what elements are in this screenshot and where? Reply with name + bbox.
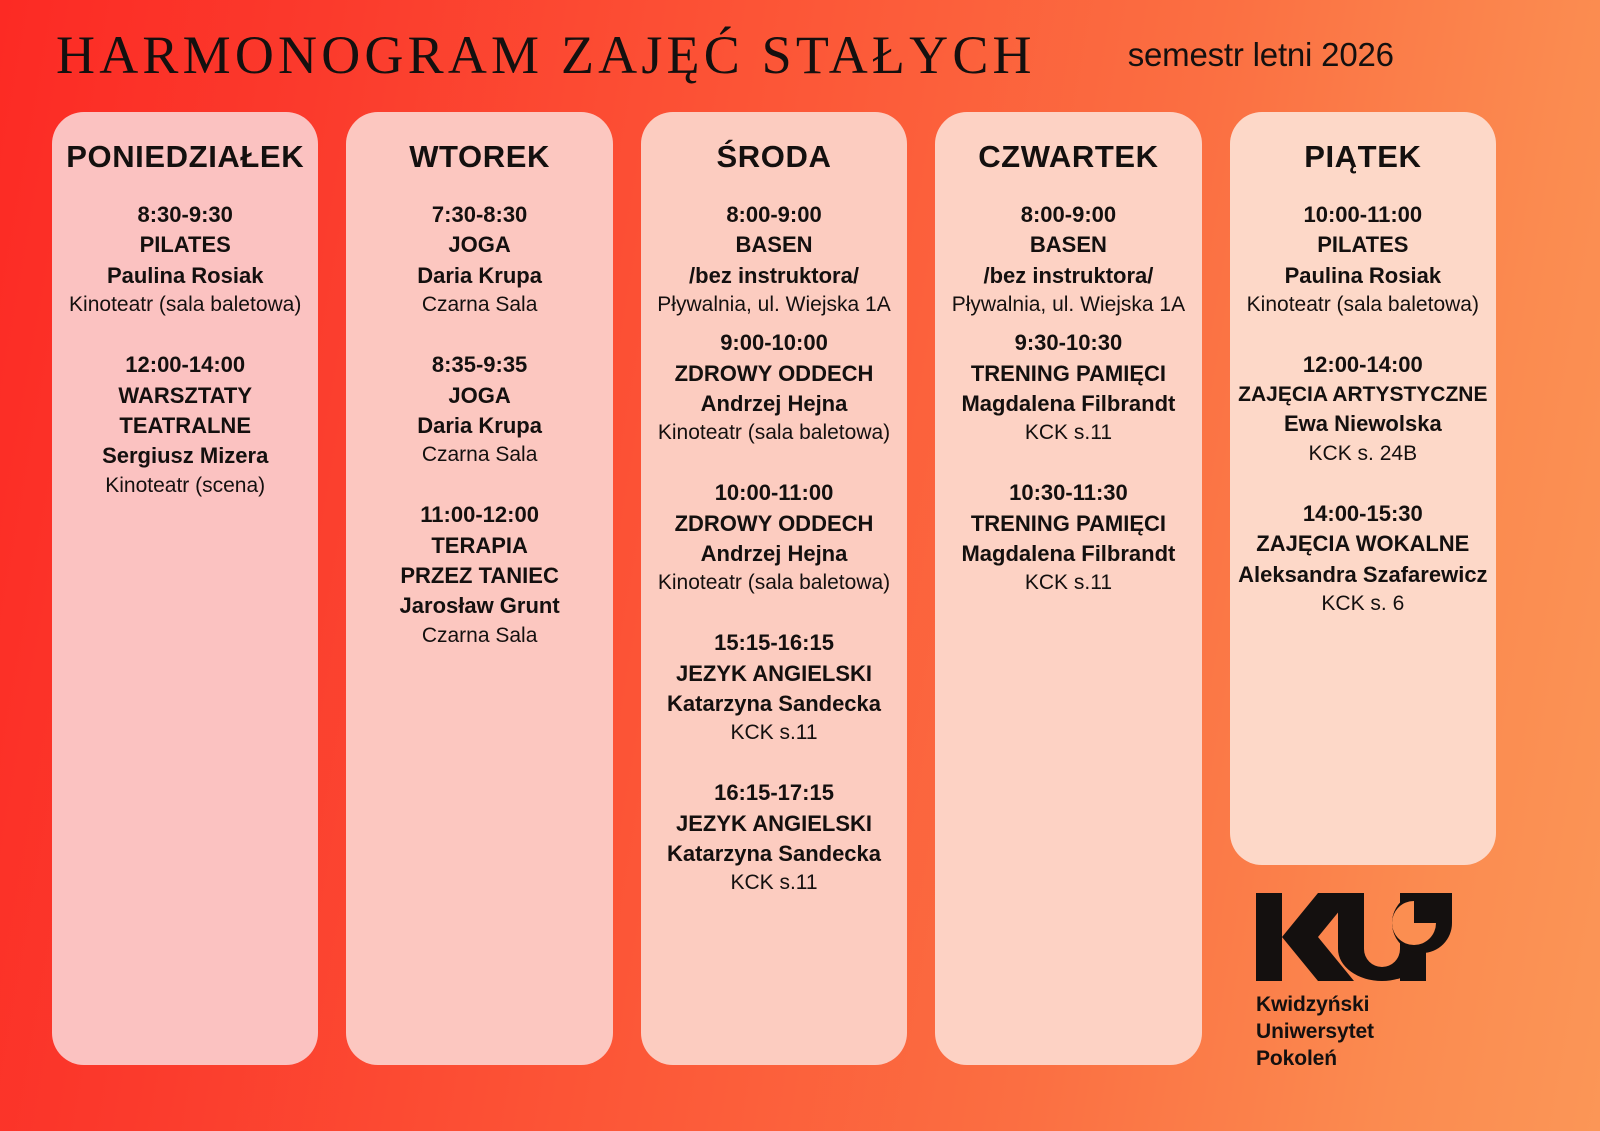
semester-label: semestr letni 2026 xyxy=(1127,36,1394,73)
event-name-line2: PRZEZ TANIEC xyxy=(400,562,559,588)
event-teacher: Ewa Niewolska xyxy=(1283,411,1442,437)
event-time: 11:00-12:00 xyxy=(420,502,539,528)
logo-line-3: Pokoleń xyxy=(1256,1046,1337,1070)
event-block xyxy=(60,200,310,320)
day-column-czwartek xyxy=(935,112,1201,1065)
event-name: BASEN xyxy=(1029,232,1107,258)
event-place: KCK s.11 xyxy=(730,721,818,745)
event-name-line2: TEATRALNE xyxy=(119,412,251,438)
event-time: 12:00-14:00 xyxy=(125,352,246,378)
event-teacher: Magdalena Filbrandt xyxy=(961,540,1176,566)
event-place: KCK s.11 xyxy=(730,871,818,895)
event-time: 7:30-8:30 xyxy=(431,202,528,228)
event-place: Kinoteatr (sala baletowa) xyxy=(69,293,302,317)
day-column-piątek xyxy=(1230,112,1496,865)
event-teacher: Katarzyna Sandecka xyxy=(667,841,882,866)
event-block xyxy=(649,328,899,448)
event-time: 9:00-10:00 xyxy=(720,330,828,356)
logo-line-1: Kwidzyński xyxy=(1256,993,1370,1016)
event-teacher: Katarzyna Sandecka xyxy=(667,690,882,716)
event-teacher: Andrzej Hejna xyxy=(700,540,848,566)
event-block xyxy=(649,200,899,320)
event-place: KCK s.11 xyxy=(1024,571,1112,595)
event-place: Pływalnia, ul. Wiejska 1A xyxy=(951,293,1186,317)
event-list xyxy=(943,200,1193,598)
event-list xyxy=(649,200,899,898)
event-block xyxy=(649,778,899,898)
event-block xyxy=(1238,350,1488,469)
event-name: ZDROWY ODDECH xyxy=(674,510,874,536)
page-title: HARMONOGRAM ZAJĘĆ STAŁYCH xyxy=(56,25,1036,85)
event-block xyxy=(354,200,604,320)
event-block xyxy=(649,478,899,598)
event-block xyxy=(60,350,310,500)
kup-logo-mark xyxy=(1256,893,1452,981)
event-place: Pływalnia, ul. Wiejska 1A xyxy=(657,293,891,317)
event-name: JOGA xyxy=(448,382,511,408)
event-name: JEZYK ANGIELSKI xyxy=(676,660,873,686)
event-teacher: /bez instruktora/ xyxy=(983,262,1154,288)
poster-header xyxy=(0,0,1600,110)
event-time: 8:35-9:35 xyxy=(431,352,528,378)
event-teacher: Aleksandra Szafarewicz xyxy=(1238,561,1488,587)
event-name: TERAPIA xyxy=(431,532,528,558)
day-name: PIĄTEK xyxy=(1304,139,1422,174)
day-column-poniedziałek xyxy=(52,112,318,1065)
event-block xyxy=(1238,499,1488,619)
event-time: 8:00-9:00 xyxy=(726,202,822,228)
day-column-wtorek xyxy=(346,112,612,1065)
event-place: Kinoteatr (sala baletowa) xyxy=(657,421,891,445)
event-place: Czarna Sala xyxy=(421,623,538,647)
event-time: 12:00-14:00 xyxy=(1302,352,1423,378)
event-place: Kinoteatr (sala baletowa) xyxy=(1246,293,1479,317)
event-place: KCK s.11 xyxy=(1024,421,1112,445)
event-name: PILATES xyxy=(139,232,231,258)
event-place: Kinoteatr (scena) xyxy=(105,473,266,497)
event-teacher: Daria Krupa xyxy=(417,262,542,288)
event-list xyxy=(354,200,604,651)
event-teacher: /bez instruktora/ xyxy=(689,262,859,288)
day-name: ŚRODA xyxy=(716,139,832,174)
event-place: KCK s. 6 xyxy=(1321,591,1405,615)
event-list xyxy=(60,200,310,500)
event-block xyxy=(943,200,1193,320)
event-name: ZAJĘCIA ARTYSTYCZNE xyxy=(1238,382,1488,406)
event-teacher: Paulina Rosiak xyxy=(106,262,264,288)
event-name: ZDROWY ODDECH xyxy=(674,360,874,386)
event-block xyxy=(1238,200,1488,320)
event-name: JEZYK ANGIELSKI xyxy=(676,810,873,836)
event-time: 9:30-10:30 xyxy=(1014,330,1123,356)
event-block xyxy=(943,478,1193,598)
event-time: 10:30-11:30 xyxy=(1009,480,1128,506)
event-time: 8:30-9:30 xyxy=(137,202,233,228)
event-time: 8:00-9:00 xyxy=(1020,202,1117,228)
event-teacher: Sergiusz Mizera xyxy=(102,443,269,469)
event-name: BASEN xyxy=(735,232,813,258)
event-block xyxy=(943,328,1193,448)
event-teacher: Andrzej Hejna xyxy=(700,390,848,416)
event-block xyxy=(354,500,604,650)
event-time: 15:15-16:15 xyxy=(714,630,834,656)
logo-wordmark xyxy=(1256,992,1476,1073)
event-name: WARSZTATY xyxy=(118,382,253,408)
event-time: 10:00-11:00 xyxy=(714,480,834,506)
day-name: PONIEDZIAŁEK xyxy=(66,139,305,174)
day-column-środa xyxy=(641,112,907,1065)
day-name: WTOREK xyxy=(409,139,551,174)
kup-logo xyxy=(1256,893,1476,1073)
event-teacher: Jarosław Grunt xyxy=(399,593,560,619)
event-block xyxy=(354,350,604,470)
day-name: CZWARTEK xyxy=(978,139,1159,174)
event-name: JOGA xyxy=(448,232,511,258)
event-place: Kinoteatr (sala baletowa) xyxy=(657,571,891,595)
event-name: TRENING PAMIĘCI xyxy=(970,510,1166,536)
event-name: PILATES xyxy=(1317,232,1409,258)
event-place: Czarna Sala xyxy=(421,443,538,467)
event-place: KCK s. 24B xyxy=(1308,441,1418,465)
event-time: 10:00-11:00 xyxy=(1303,202,1423,228)
event-block xyxy=(649,628,899,748)
logo-line-2: Uniwersytet xyxy=(1256,1019,1374,1043)
event-name: TRENING PAMIĘCI xyxy=(970,360,1166,386)
event-time: 16:15-17:15 xyxy=(714,780,834,806)
event-time: 14:00-15:30 xyxy=(1302,500,1423,526)
event-place: Czarna Sala xyxy=(421,293,538,317)
event-teacher: Magdalena Filbrandt xyxy=(961,390,1176,416)
event-teacher: Paulina Rosiak xyxy=(1284,262,1442,288)
event-teacher: Daria Krupa xyxy=(417,412,542,438)
event-name: ZAJĘCIA WOKALNE xyxy=(1256,531,1470,557)
event-list xyxy=(1238,200,1488,619)
